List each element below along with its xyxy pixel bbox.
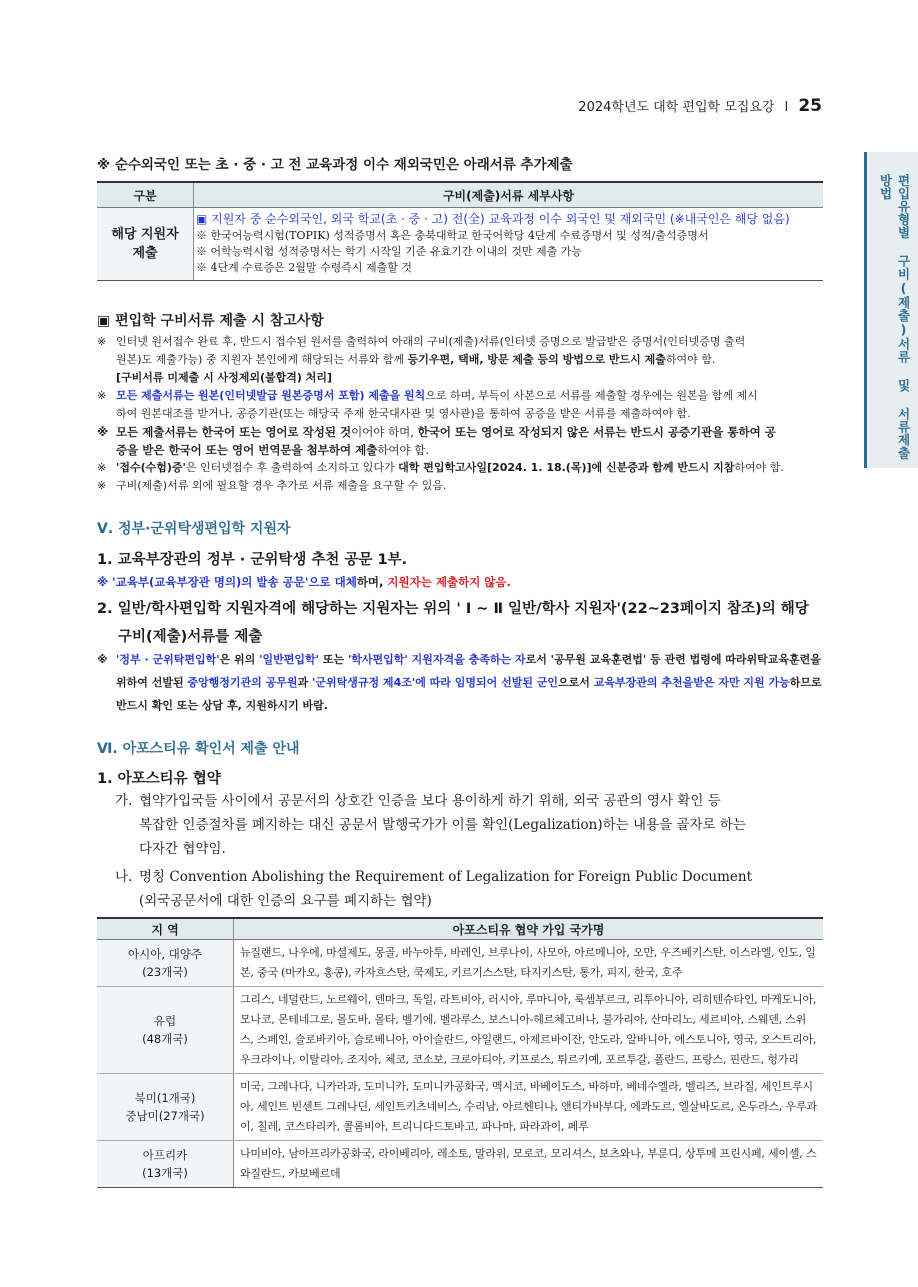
na-line-2: (외국공문서에 대한 인증의 요구를 폐지하는 협약) [139, 893, 432, 909]
apostille-na [115, 865, 827, 913]
detail-line-2: ※ 한국어능력시험(TOPIK) 성적증명서 혹은 충북대학교 한국어학당 4단계 수료증명서 및 성적/출석증명서 [196, 229, 709, 242]
table-row [97, 1141, 823, 1188]
n2-text-7: 위탁교육훈련을 위하여 선발된 [116, 653, 821, 689]
note-1-emphasis: 등기우편, 택배, 방문 제출 등의 방법으로 반드시 제출 [407, 353, 666, 366]
foreigner-docs-table [97, 181, 823, 281]
note-1-line-e: [구비서류 미제출 시 사정제외(불합격) 처리] [116, 371, 333, 384]
n2-recommend: 교육부장관의 추천을 [593, 676, 694, 689]
row-label-line2: 제출 [132, 246, 158, 261]
n2-text-4: 또는 [319, 653, 348, 666]
note-3-line-a [97, 423, 823, 441]
section-v-item-2 [97, 597, 827, 646]
note-3-emphasis-c: 한국어 또는 영어로 작성되지 않은 서류는 반드시 공증기관을 통하여 공 [417, 425, 776, 439]
na-marker: 나. [115, 869, 133, 885]
table-header-category: 구분 [97, 182, 194, 208]
section-v-note-2 [97, 648, 823, 717]
note-mark: ※ [97, 389, 107, 402]
ga-line-1: 협약가입국들 사이에서 공문서의 상호간 인증을 보다 용이하게 하기 위해, 외국 공관의 영사 확인 등 [139, 793, 721, 809]
region-cell [97, 1074, 234, 1141]
item-2-line-a: 2. 일반/학사편입학 지원자격에 해당하는 지원자는 위의 ' Ⅰ ∼ Ⅱ 일반/학사 지원자'(22∼23페이지 참조)의 해당 [97, 601, 809, 617]
ga-line-2: 복잡한 인증절차를 폐지하는 대신 공문서 발행국가가 이를 확인(Legalization)하는 내용을 골자로 하는 [139, 817, 746, 833]
note-and-text: 하며, [356, 575, 388, 589]
note-3-e-text: 하여야 함. [377, 443, 430, 457]
detail-line-1: ▣ 지원자 중 순수외국인, 외국 학교(초 · 중 · 고) 전(全) 교육과정 이수 외국인 및 재외국민 (※내국인은 해당 없음) [196, 212, 790, 226]
countries-cell: 그리스, 네덜란드, 노르웨이, 덴마크, 독일, 라트비아, 러시아, 루마니아, 룩셈부르크, 리투아니아, 리히텐슈타인, 마케도니아, 모나코, 몬테네그로, 몰도바, 몰타, 벨기에, 벨라루스, 보스니아-헤르체고비나, 불가리아, 산마리노, 세르비아, 스웨덴, 스위스, 스페인, 슬로바키아, 슬로베니아, 아이슬란드, 아일랜드, 아제르바이잔, 안도라, 알바니아, 에스토니아, 영국, 오스트리아, 우크라이나, 이탈리아, 조지아, 체코, 코소보, 크로아티아, 키프로스, 튀르키예, 포르투갈, 폴란드, 프랑스, 핀란드, 헝가리 [234, 987, 824, 1074]
n2-bachelor: '학사편입학' 지원자격을 충족하는 자 [347, 653, 526, 666]
region-count: (48개국) [142, 1032, 188, 1046]
note-1-d-text: 하여야 함. [665, 353, 716, 366]
note-4-b-text: 은 인터넷접수 후 출력하여 소지하고 있다가 [185, 461, 399, 474]
section-v-title: Ⅴ. 정부·군위탁생편입학 지원자 [97, 521, 291, 537]
section-vi-title: Ⅵ. 아포스티유 확인서 제출 안내 [97, 741, 300, 757]
note-2-b-text: 으로 하며, 부득이 사본으로 서류를 제출할 경우에는 원본을 함께 제시 [425, 389, 758, 402]
na-line-1: 명칭 Convention Abolishing the Requirement of Legalization for Foreign Public Document [139, 869, 753, 885]
note-mark: ※ [97, 335, 107, 348]
note-5-line: 구비(제출)서류 외에 필요할 경우 추가로 서류 제출을 요구할 수 있음. [116, 479, 447, 492]
table-row [97, 1074, 823, 1141]
note-2 [97, 387, 823, 423]
table-header-countries: 아포스티유 협약 가입 국가명 [234, 918, 824, 940]
region-cell [97, 940, 234, 987]
foreigner-note: ※ 순수외국인 또는 초 · 중 · 고 전 교육과정 이수 재외국민은 아래서류 추가제출 [97, 157, 573, 173]
note-3 [97, 423, 823, 459]
section-vi-item-1: 1. 아포스티유 협약 [97, 771, 221, 787]
note-3-emphasis-d: 증을 받은 한국어 또는 영어 번역문을 첨부하여 제출 [116, 443, 378, 457]
note-2-line-a [97, 387, 823, 405]
note-4-emphasis: 대학 편입학고사일[2024. 1. 18.(목)]에 신분증과 함께 반드시 지참 [398, 461, 735, 474]
note-mark: ※ [97, 653, 108, 666]
header-title: 2024학년도 대학 편입학 모집요강 [578, 100, 775, 115]
n2-text-2: 은 위의 [219, 653, 260, 666]
apostille-ga [115, 789, 827, 861]
table-row [97, 987, 823, 1074]
n2-gov-military: '정부 · 군위탁편입학' [116, 653, 220, 666]
note-mark: ※ [97, 479, 107, 492]
section-title-reference: ▣ 편입학 구비서류 제출 시 참고사항 [97, 313, 324, 329]
note-mark: ※ [97, 425, 109, 439]
region-name: 아프리카 [142, 1148, 188, 1162]
countries-cell: 나미비아, 남아프리카공화국, 라이베리아, 레소토, 말라위, 모로코, 모리셔스, 보츠와나, 부룬디, 상투메 프린시페, 세이셸, 스와질란드, 카보베르데 [234, 1141, 824, 1188]
n2-only: 받은 자만 지원 가능 [693, 676, 790, 689]
note-2-line-c: 하여 원본대조를 받거나, 공증기관(또는 해당국 주재 한국대사관 및 영사관)을 통하여 공증을 받은 서류를 제출하여야 함. [116, 407, 691, 420]
page-header [578, 96, 822, 116]
note-1-line-b [97, 351, 823, 369]
section-v-note-1 [97, 574, 511, 590]
side-tab [864, 152, 918, 468]
note-replace-text: ※ '교육부(교육부장관 명의)의 발송 공문'으로 대체 [97, 575, 357, 589]
table-header-details: 구비(제출)서류 세부사항 [194, 182, 824, 208]
region-name: 북미(1개국) [134, 1091, 196, 1105]
header-separator: I [784, 100, 789, 115]
note-1-line-a: 인터넷 원서접수 완료 후, 반드시 접수된 원서를 출력하여 아래의 구비(제출)서류(인터넷 증명으로 발급받은 증명서(인터넷증명 출력 [116, 335, 746, 348]
note-3-emphasis-a: 모든 제출서류는 한국어 또는 영어로 작성된 것 [116, 425, 352, 439]
region-cell [97, 1141, 234, 1188]
note-4-d-text: 하여야 함. [734, 461, 784, 474]
row-label [97, 208, 194, 281]
note-no-submit: 지원자는 제출하지 않음. [387, 575, 511, 589]
note-2-body [97, 648, 823, 717]
region-name: 유럽 [153, 1014, 177, 1028]
apostille-countries-table [97, 917, 823, 1188]
region-name: 아시아, 대양주 [128, 947, 202, 961]
region-count: 중남미(27개국) [125, 1109, 205, 1123]
note-4 [97, 459, 823, 477]
n2-soldier: '군위탁생규정 제4조'에 따라 임명되어 선발된 군인 [311, 676, 559, 689]
countries-cell: 미국, 그레나다, 니카라과, 도미니카, 도미니카공화국, 멕시코, 바베이도스, 바하마, 베네수엘라, 벨리즈, 브라질, 세인트루시아, 세인트 빈센트 그레나딘, 세인트키츠네비스, 수리남, 아르헨티나, 앤티가바부다, 에콰도르, 엘살바도르, 온두라스, 우루과이, 칠레, 코스타리카, 콜롬비아, 트리니다드토바고, 파나마, 파라과이, 페루 [234, 1074, 824, 1141]
item-2-line-b: 구비(제출)서류를 제출 [118, 629, 263, 645]
ga-line-3: 다자간 협약임. [139, 841, 226, 857]
n2-general: '일반편입학' [259, 653, 320, 666]
note-2-emphasis: 모든 제출서류는 원본(인터넷발급 원본증명서 포함) 제출을 원칙 [116, 389, 426, 402]
note-3-b-text: 이어야 하며, [351, 425, 418, 439]
note-1 [97, 333, 823, 387]
ga-marker: 가. [115, 793, 133, 809]
note-5 [97, 477, 823, 495]
countries-cell: 뉴질랜드, 나우에, 마셜제도, 몽골, 바누아투, 바레인, 브루나이, 사모아, 아르메니아, 오만, 우즈베키스탄, 이스라엘, 인도, 일본, 중국 (마카오, 홍콩), 카자흐스탄, 쿡제도, 키르기스스탄, 타지키스탄, 통가, 피지, 한국, 호주 [234, 940, 824, 987]
region-cell [97, 987, 234, 1074]
note-mark: ※ [97, 461, 107, 474]
note-4-ticket: '접수(수험)증' [116, 461, 186, 474]
note-3-line-d [97, 441, 823, 459]
note-1-b-text: 원본)도 제출가능) 중 지원자 본인에게 해당되는 서류와 함께 [116, 353, 408, 366]
n2-text-6: 로서 '공무원 교육훈련법' 등 관련 법령에 따라 [525, 653, 747, 666]
region-count: (23개국) [142, 965, 188, 979]
side-tab-label: 편입유형별 구비(제출)서류 및 서류제출방법 [878, 174, 911, 460]
detail-line-3: ※ 어학능력시험 성적증명서는 학기 시작일 기준 유효기간 이내의 것만 제출 가능 [196, 245, 582, 258]
region-count: (13개국) [142, 1166, 188, 1180]
note-4-line [97, 459, 823, 477]
table-row [97, 940, 823, 987]
n2-text-14: 하므로 반드시 확인 또는 상담 후, 지원하시기 바람. [116, 676, 822, 712]
n2-civil-servant: 중앙행정기관의 공무원 [187, 676, 298, 689]
page-number: 25 [798, 96, 822, 116]
detail-line-4: ※ 4단계 수료증은 2월말 수령즉시 제출할 것 [196, 261, 412, 274]
section-v-item-1: 1. 교육부장관의 정부 · 군위탁생 추천 공문 1부. [97, 552, 408, 568]
details-cell [194, 208, 824, 281]
n2-text-11: 으로서 [558, 676, 594, 689]
n2-text-9: 과 [297, 676, 312, 689]
table-header-region: 지 역 [97, 918, 234, 940]
row-label-line1: 해당 지원자 [111, 227, 179, 242]
